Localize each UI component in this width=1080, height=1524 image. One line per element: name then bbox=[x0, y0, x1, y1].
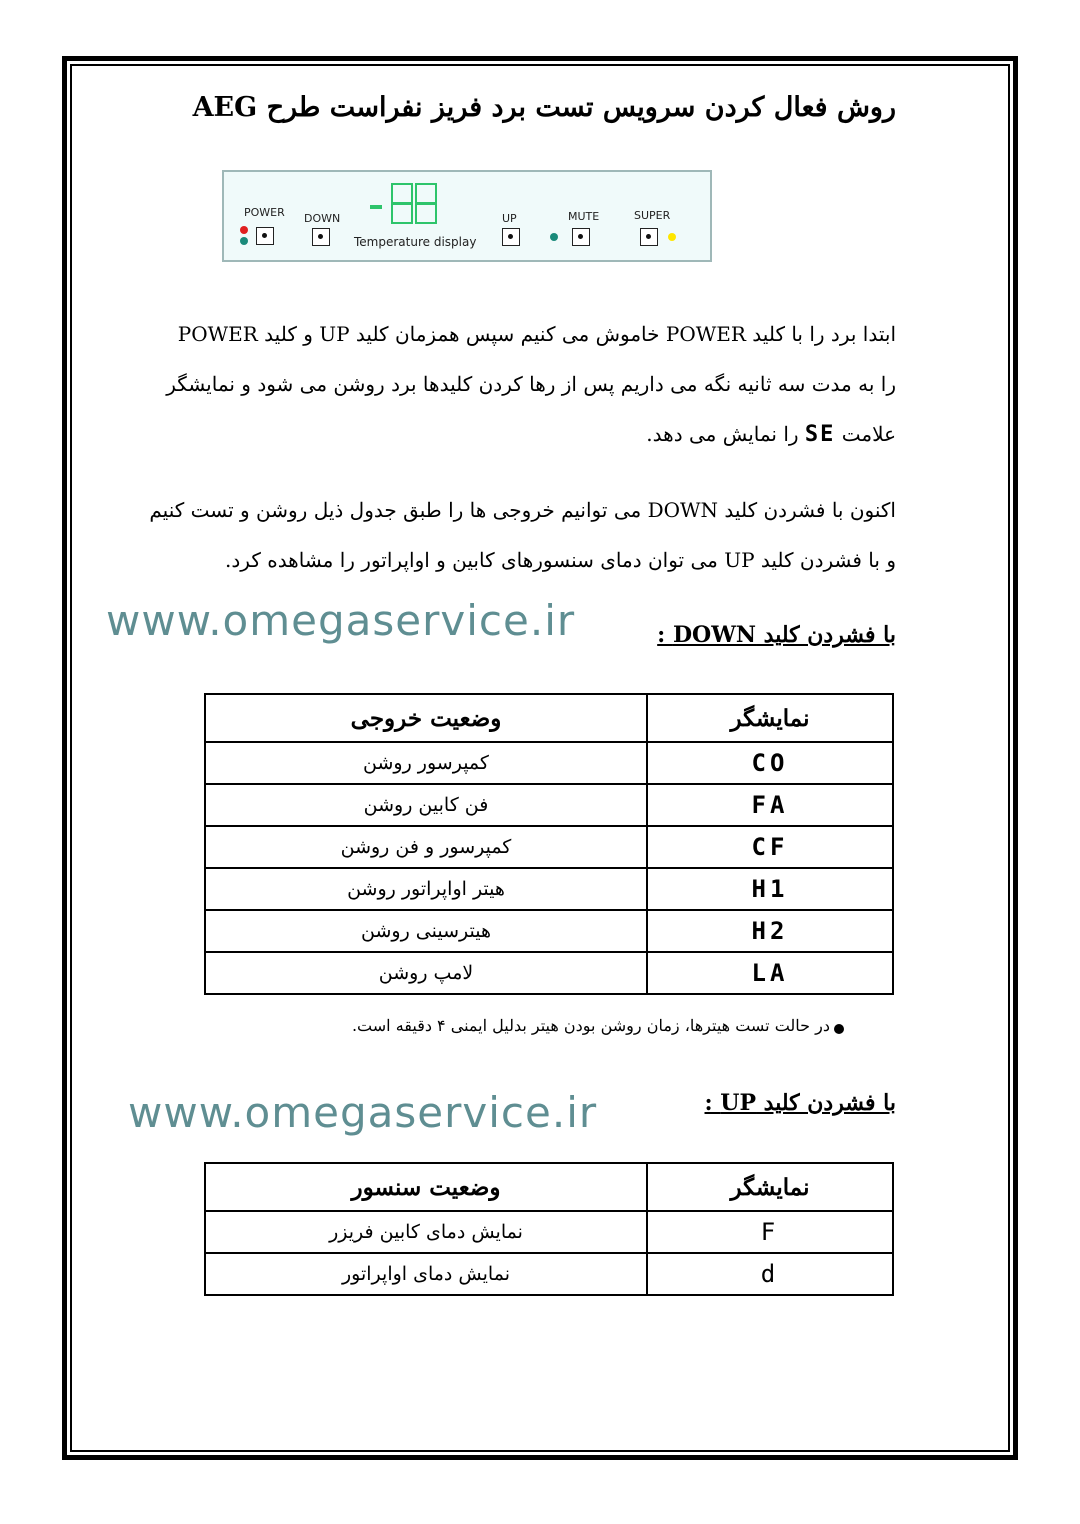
col-display-header: نمایشگر bbox=[647, 694, 893, 742]
output-status: هیتر اواپراتور روشن bbox=[205, 868, 647, 910]
display-code: H1 bbox=[647, 868, 893, 910]
output-status: کمپرسور روشن bbox=[205, 742, 647, 784]
intro-line-3-post: را نمایش می دهد. bbox=[646, 422, 799, 446]
red-led-icon bbox=[240, 226, 248, 234]
table-header-row bbox=[205, 1163, 893, 1211]
output-status: هیترسینی روشن bbox=[205, 910, 647, 952]
display-code: LA bbox=[647, 952, 893, 994]
power-label: POWER bbox=[244, 206, 285, 219]
watermark-1: www.omegaservice.ir bbox=[106, 596, 576, 645]
table-row bbox=[205, 826, 893, 868]
bullet-icon bbox=[834, 1024, 844, 1034]
display-code: CO bbox=[647, 742, 893, 784]
display-code: FA bbox=[647, 784, 893, 826]
down-section-heading: با فشردن کلید DOWN : bbox=[657, 622, 896, 648]
up-section-heading: با فشردن کلید UP : bbox=[704, 1090, 896, 1116]
col-status-header: وضعیت سنسور bbox=[205, 1163, 647, 1211]
display-code: CF bbox=[647, 826, 893, 868]
table-row bbox=[205, 742, 893, 784]
power-button[interactable] bbox=[256, 227, 274, 245]
down-label: DOWN bbox=[304, 212, 341, 225]
intro-line-3 bbox=[646, 410, 896, 459]
display-code: H2 bbox=[647, 910, 893, 952]
super-button[interactable] bbox=[640, 228, 658, 246]
intro-line-1: ابتدا برد را با کلید POWER خاموش می کنیم سپس همزمان کلید UP و کلید POWER bbox=[177, 322, 896, 346]
output-status: فن کابین روشن bbox=[205, 784, 647, 826]
table-header-row bbox=[205, 694, 893, 742]
mute-led-icon bbox=[550, 233, 558, 241]
col-status-header: وضعیت خروجی bbox=[205, 694, 647, 742]
intro-line-3-pre: علامت bbox=[841, 422, 896, 446]
teal-led-icon bbox=[240, 237, 248, 245]
para2-line-1: اکنون با فشردن کلید DOWN می توانیم خروجی ها را طبق جدول ذیل روشن و تست کنیم bbox=[149, 498, 896, 522]
col-display-header: نمایشگر bbox=[647, 1163, 893, 1211]
display-code: F bbox=[647, 1211, 893, 1253]
mute-button[interactable] bbox=[572, 228, 590, 246]
control-panel bbox=[222, 170, 712, 262]
down-table bbox=[204, 693, 894, 995]
sensor-status: نمایش دمای اواپراتور bbox=[205, 1253, 647, 1295]
output-status: کمپرسور و فن روشن bbox=[205, 826, 647, 868]
page-title: روش فعال کردن سرویس تست برد فریز نفراست طرح AEG bbox=[192, 92, 896, 123]
intro-line-2: را به مدت سه ثانیه نگه می داریم پس از رها کردن کلیدها برد روشن می شود و نمایشگر bbox=[166, 372, 896, 396]
table-row bbox=[205, 784, 893, 826]
table-row bbox=[205, 910, 893, 952]
heater-note: در حالت تست هیترها، زمان روشن بودن هیتر بدلیل ایمنی ۴ دقیقه است. bbox=[351, 1016, 830, 1035]
temperature-display-label: Temperature display bbox=[354, 235, 477, 249]
watermark-2: www.omegaservice.ir bbox=[128, 1088, 598, 1137]
down-button[interactable] bbox=[312, 228, 330, 246]
table-row bbox=[205, 868, 893, 910]
minus-segment-icon bbox=[370, 205, 382, 209]
up-label: UP bbox=[502, 212, 517, 225]
up-button[interactable] bbox=[502, 228, 520, 246]
mute-label: MUTE bbox=[568, 210, 600, 223]
up-table bbox=[204, 1162, 894, 1296]
para2-line-2: و با فشردن کلید UP می توان دمای سنسورهای کابین و اواپراتور را مشاهده کرد. bbox=[225, 548, 896, 572]
table-row bbox=[205, 1211, 893, 1253]
display-code: d bbox=[647, 1253, 893, 1295]
super-led-icon bbox=[668, 233, 676, 241]
se-code: SE bbox=[804, 422, 836, 447]
seven-segment-display-icon bbox=[390, 182, 438, 226]
super-label: SUPER bbox=[634, 209, 671, 222]
sensor-status: نمایش دمای کابین فریزر bbox=[205, 1211, 647, 1253]
table-row bbox=[205, 952, 893, 994]
table-row bbox=[205, 1253, 893, 1295]
output-status: لامپ روشن bbox=[205, 952, 647, 994]
